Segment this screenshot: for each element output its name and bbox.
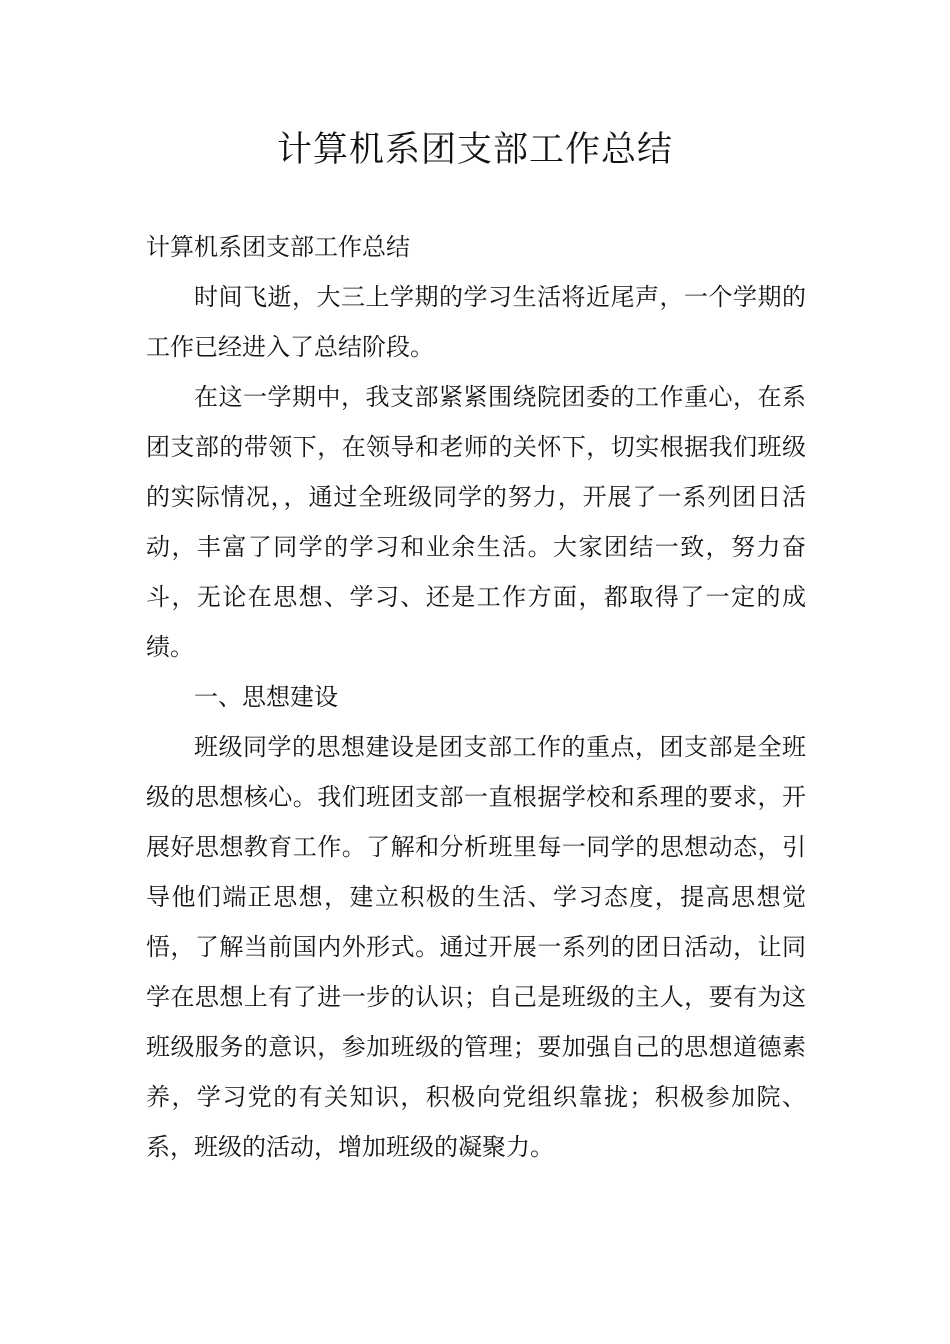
intro-paragraph: 时间飞逝，大三上学期的学习生活将近尾声，一个学期的工作已经进入了总结阶段。	[146, 283, 806, 361]
summary-paragraph: 在这一学期中，我支部紧紧围绕院团委的工作重心，在系团支部的带领下，在领导和老师的关怀下，切实根据我们班级的实际情况，，通过全班级同学的努力，开展了一系列团日活动，丰富了同学的学习和业余生活。大家团结一致，努力奋斗，无论在思想、学习、还是工作方面，都取得了一定的成绩。	[146, 383, 806, 661]
document-title: 计算机系团支部工作总结	[276, 130, 673, 170]
document-body	[146, 222, 806, 1172]
subtitle-paragraph: 计算机系团支部工作总结	[146, 233, 410, 261]
section-heading: 一、思想建设	[194, 683, 338, 711]
section-body-paragraph: 班级同学的思想建设是团支部工作的重点，团支部是全班级的思想核心。我们班团支部一直根据学校和系理的要求，开展好思想教育工作。了解和分析班里每一同学的思想动态，引导他们端正思想，建立积极的生活、学习态度，提高思想觉悟，了解当前国内外形式。通过开展一系列的团日活动，让同学在思想上有了进一步的认识；自己是班级的主人，要有为这班级服务的意识，参加班级的管理；要加强自己的思想道德素养，学习党的有关知识，积极向党组织靠拢；积极参加院、系，班级的活动，增加班级的凝聚力。	[146, 733, 806, 1161]
